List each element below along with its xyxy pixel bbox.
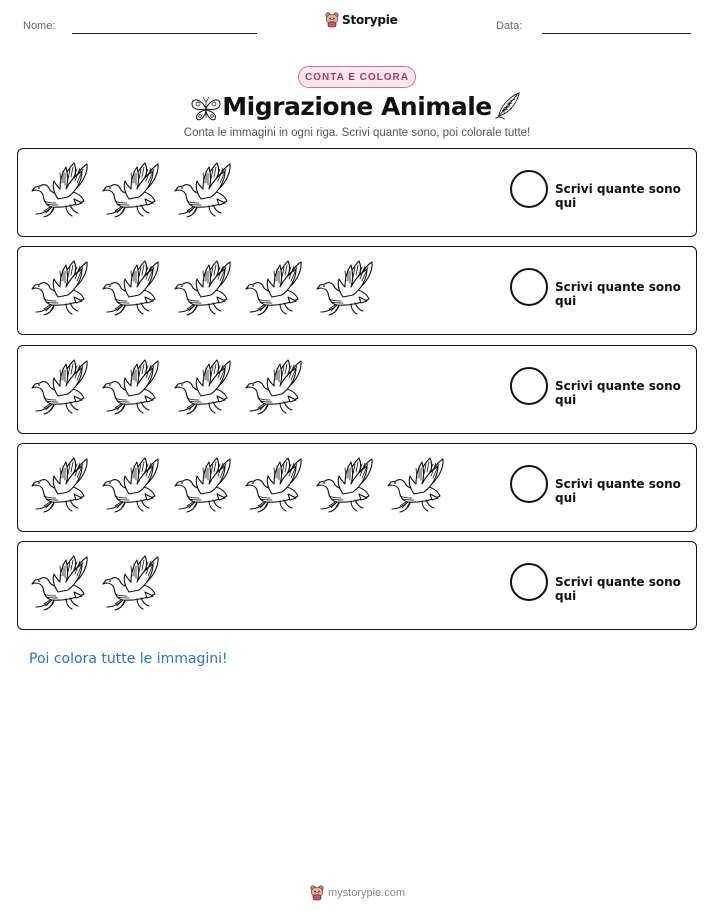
goose-icon [101, 159, 161, 221]
goose-icon [315, 257, 375, 319]
badge-text: CONTA E COLORA [305, 71, 409, 83]
goose-icon [101, 356, 161, 418]
answer-label: Scrivi quante sono qui [555, 280, 681, 309]
answer-circle[interactable] [510, 465, 548, 503]
page-title: Migrazione Animale [222, 92, 492, 121]
goose-icon [30, 552, 90, 614]
date-label: Data: [496, 20, 523, 32]
goose-icon [386, 454, 446, 516]
counting-row [17, 148, 697, 237]
goose-icon [173, 257, 233, 319]
instructions: Conta le immagini in ogni riga. Scrivi quante sono, poi colorale tutte! [183, 127, 531, 139]
goose-icon [173, 454, 233, 516]
goose-icon [244, 356, 304, 418]
goose-icon [30, 159, 90, 221]
goose-icon [315, 454, 375, 516]
date-line[interactable] [542, 33, 691, 34]
counting-row [17, 443, 697, 532]
image-group [30, 159, 244, 221]
goose-icon [244, 454, 304, 516]
answer-circle[interactable] [510, 367, 548, 405]
answer-circle[interactable] [510, 170, 548, 208]
answer-label: Scrivi quante sono qui [555, 575, 681, 604]
counting-rows [17, 148, 697, 639]
goose-icon [101, 257, 161, 319]
feather-icon [492, 90, 524, 120]
image-group [30, 356, 315, 418]
counting-row [17, 246, 697, 335]
answer-label: Scrivi quante sono qui [555, 182, 681, 210]
site-footer [310, 885, 405, 901]
footer-note: Poi colora tutte le immagini! [29, 651, 228, 667]
goose-icon [173, 356, 233, 418]
answer-label: Scrivi quante sono qui [555, 378, 681, 407]
counting-row [17, 345, 697, 434]
answer-circle[interactable] [510, 268, 548, 306]
bear-logo-icon [325, 12, 339, 28]
goose-icon [101, 552, 161, 614]
counting-row [17, 541, 697, 630]
answer-circle[interactable] [510, 563, 548, 601]
brand-logo [325, 12, 398, 28]
image-group [30, 257, 386, 319]
goose-icon [30, 454, 90, 516]
goose-icon [244, 257, 304, 319]
goose-icon [173, 159, 233, 221]
bear-logo-icon [310, 885, 324, 901]
goose-icon [101, 454, 161, 516]
image-group [30, 552, 173, 614]
answer-label: Scrivi quante sono qui [555, 476, 681, 505]
brand-name: Storypie [342, 13, 398, 27]
activity-badge [298, 66, 416, 88]
name-line[interactable] [72, 33, 257, 34]
goose-icon [30, 356, 90, 418]
site-url: mystorypie.com [328, 887, 406, 899]
image-group [30, 454, 458, 516]
goose-icon [30, 257, 90, 319]
name-label: Nome: [23, 20, 56, 32]
